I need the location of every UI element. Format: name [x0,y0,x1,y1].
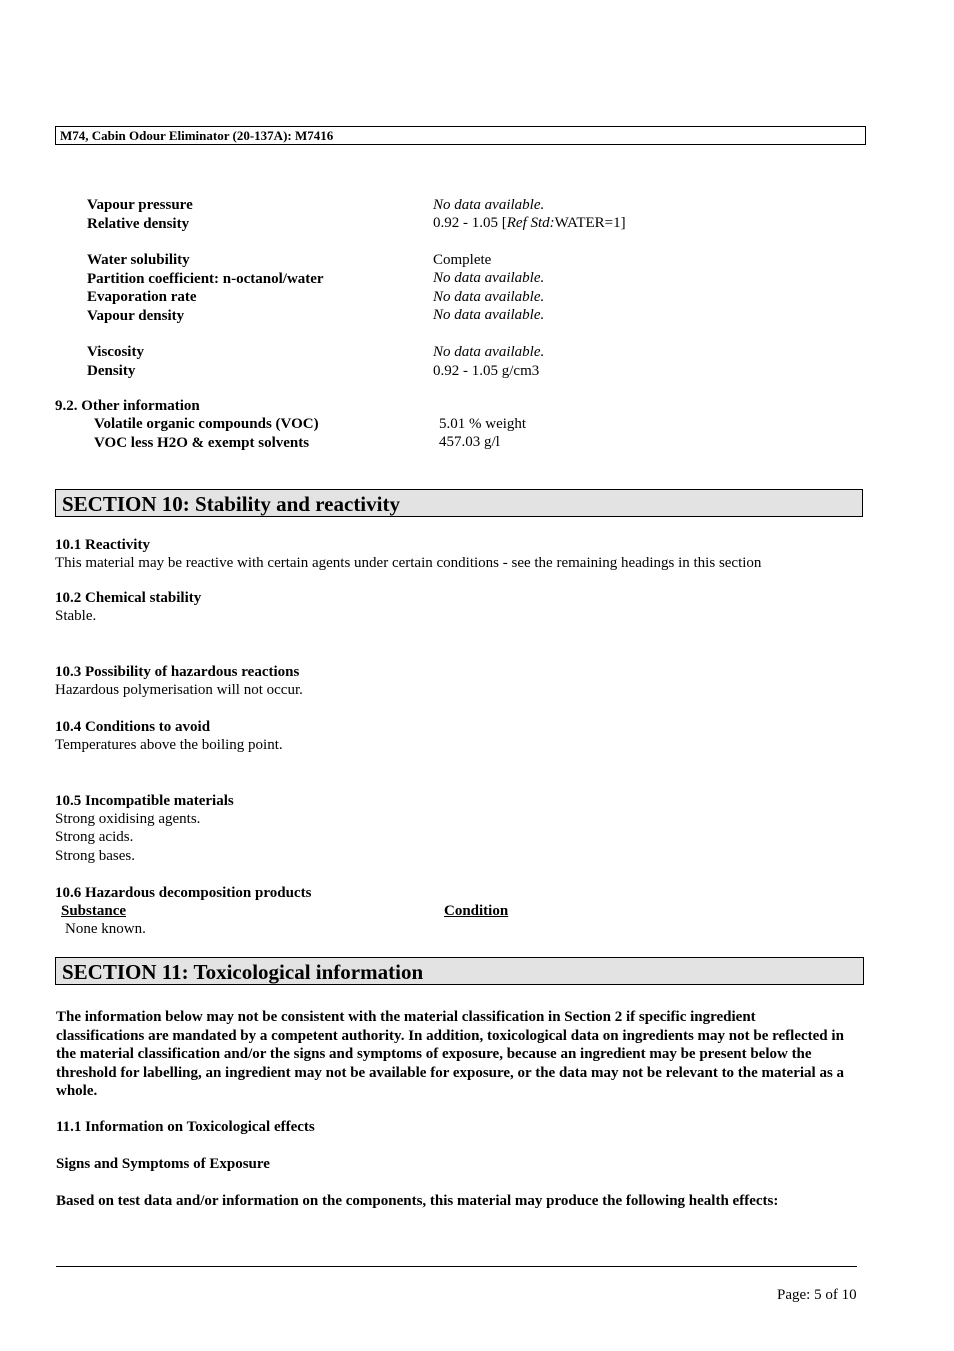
property-value: No data available. [433,289,545,305]
decomposition-row: None known. [65,921,146,937]
page-number: Page: 5 of 10 [777,1287,857,1303]
other-info-heading: 9.2. Other information [55,398,200,414]
footer-rule [56,1266,857,1267]
incompatible-heading: 10.5 Incompatible materials [55,793,234,809]
voc-less-value: 457.03 g/l [439,434,500,450]
property-label: Vapour pressure [87,197,193,213]
product-title: M74, Cabin Odour Eliminator (20-137A): M7416 [60,128,334,143]
decomposition-heading: 10.6 Hazardous decomposition products [55,885,312,901]
toxicological-effects-heading: 11.1 Information on Toxicological effects [56,1119,315,1135]
reactivity-text: This material may be reactive with certain agents under certain conditions - see the remaining headings in this section [55,555,762,571]
property-label: Viscosity [87,344,144,360]
section-title: SECTION 11: Toxicological information [62,960,424,984]
property-value: No data available. [433,344,545,360]
property-label: Evaporation rate [87,289,197,305]
stability-text: Stable. [55,608,97,624]
section-11-header [55,957,864,985]
property-value: No data available. [433,307,545,323]
condition-column-header: Condition [444,903,509,919]
property-value: No data available. [433,270,545,286]
property-label: Density [87,363,136,379]
property-value: 0.92 - 1.05 g/cm3 [433,363,540,379]
hazardous-reactions-text: Hazardous polymerisation will not occur. [55,682,303,698]
conditions-text: Temperatures above the boiling point. [55,737,283,753]
reactivity-heading: 10.1 Reactivity [55,537,150,553]
section-title: SECTION 10: Stability and reactivity [62,492,400,516]
property-value: Complete [433,252,492,268]
conditions-heading: 10.4 Conditions to avoid [55,719,211,735]
incompatible-item: Strong bases. [55,848,135,864]
property-label: Vapour density [87,308,185,324]
property-label: Partition coefficient: n-octanol/water [87,271,324,287]
incompatible-item: Strong acids. [55,829,134,845]
section-10-header [55,489,863,517]
toxicology-intro: The information below may not be consistent with the material classification in Section 2 if specific ingredient classifications are mandated by a competent authority. In addition, toxicological data on ingredients may not be reflected in the material classification and/or the signs and symptoms of exposure, because an ingredient may be present below the threshold for labelling, an ingredient may not be available for exposure, or the data may not be relevant to the material as a whole. [56,1009,845,1099]
property-value: No data available. [433,197,545,213]
substance-column-header: Substance [61,903,127,919]
hazardous-reactions-heading: 10.3 Possibility of hazardous reactions [55,664,300,680]
signs-symptoms-heading: Signs and Symptoms of Exposure [56,1156,270,1172]
health-effects-text: Based on test data and/or information on the components, this material may produce the following health effects: [56,1193,779,1209]
stability-heading: 10.2 Chemical stability [55,590,202,606]
property-label: Relative density [87,216,190,232]
incompatible-item: Strong oxidising agents. [55,811,201,827]
voc-value: 5.01 % weight [439,416,527,432]
property-label: Water solubility [87,252,190,268]
property-value: 0.92 - 1.05 [Ref Std:WATER=1] [433,215,626,231]
document-header [55,126,866,145]
voc-less-label: VOC less H2O & exempt solvents [94,435,310,451]
voc-label: Volatile organic compounds (VOC) [94,416,319,432]
